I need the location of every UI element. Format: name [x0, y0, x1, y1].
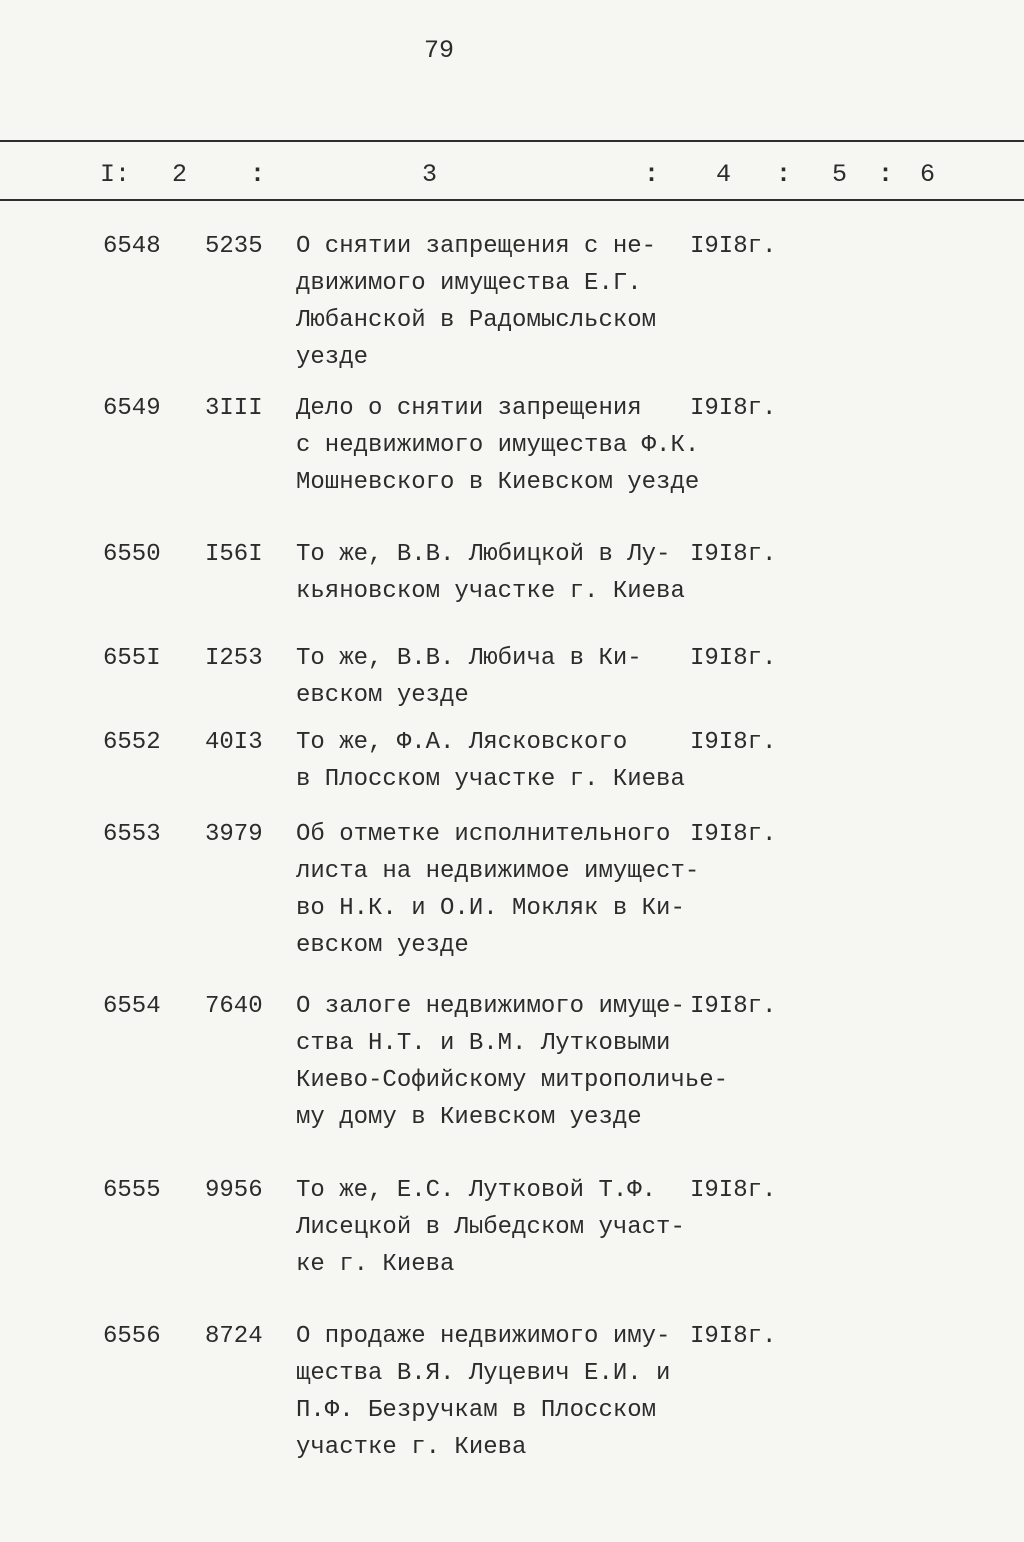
- record-description: [296, 536, 716, 610]
- description-line: евском уезде: [296, 682, 469, 709]
- record-description: [296, 390, 716, 501]
- description-line: О залоге недвижимого имуще-: [296, 993, 685, 1020]
- record-number: 6548: [103, 233, 161, 260]
- column-separator: :: [250, 160, 266, 189]
- column-header-6: 6: [920, 160, 936, 189]
- record-number: 6554: [103, 993, 161, 1020]
- description-line: участке г. Киева: [296, 1434, 527, 1461]
- record-description: [296, 1172, 716, 1283]
- description-line: То же, В.В. Любича в Ки-: [296, 645, 642, 672]
- column-header-row: [0, 160, 1024, 194]
- description-line: кьяновском участке г. Киева: [296, 578, 685, 605]
- old-number: 3III: [205, 395, 263, 422]
- column-header-1: I:: [100, 160, 131, 189]
- description-line: движимого имущества Е.Г.: [296, 270, 642, 297]
- record-date: I9I8г.: [690, 1177, 777, 1204]
- old-number: 3979: [205, 821, 263, 848]
- record-number: 655I: [103, 645, 161, 672]
- record-date: I9I8г.: [690, 645, 777, 672]
- page-number: 79: [424, 36, 455, 65]
- record-description: [296, 724, 716, 798]
- description-line: щества В.Я. Луцевич Е.И. и: [296, 1360, 671, 1387]
- column-header-3: 3: [422, 160, 438, 189]
- old-number: I253: [205, 645, 263, 672]
- description-line: О снятии запрещения с не-: [296, 233, 657, 260]
- description-line: Киево-Софийскому митрополичье-: [296, 1067, 729, 1094]
- record-date: I9I8г.: [690, 395, 777, 422]
- record-number: 6550: [103, 541, 161, 568]
- record-number: 6556: [103, 1323, 161, 1350]
- record-date: I9I8г.: [690, 729, 777, 756]
- description-line: О продаже недвижимого иму-: [296, 1323, 671, 1350]
- column-header-2: 2: [172, 160, 188, 189]
- old-number: 5235: [205, 233, 263, 260]
- description-line: Об отметке исполнительного: [296, 821, 671, 848]
- description-line: му дому в Киевском уезде: [296, 1104, 642, 1131]
- record-description: [296, 1318, 716, 1466]
- record-date: I9I8г.: [690, 233, 777, 260]
- record-description: [296, 988, 729, 1136]
- column-separator: :: [878, 160, 894, 189]
- description-line: Любанской в Радомысльском: [296, 307, 657, 334]
- column-header-5: 5: [832, 160, 848, 189]
- description-line: То же, В.В. Любицкой в Лу-: [296, 541, 671, 568]
- description-line: То же, Е.С. Лутковой Т.Ф.: [296, 1177, 657, 1204]
- description-line: с недвижимого имущества Ф.К.: [296, 432, 700, 459]
- column-separator: :: [644, 160, 660, 189]
- old-number: I56I: [205, 541, 263, 568]
- old-number: 8724: [205, 1323, 263, 1350]
- description-line: листа на недвижимое имущест-: [296, 858, 700, 885]
- old-number: 9956: [205, 1177, 263, 1204]
- record-date: I9I8г.: [690, 821, 777, 848]
- record-number: 6555: [103, 1177, 161, 1204]
- old-number: 40I3: [205, 729, 263, 756]
- record-description: [296, 816, 716, 964]
- description-line: П.Ф. Безручкам в Плосском: [296, 1397, 657, 1424]
- description-line: ке г. Киева: [296, 1251, 455, 1278]
- description-line: уезде: [296, 344, 369, 371]
- description-line: в Плосском участке г. Киева: [296, 766, 685, 793]
- record-date: I9I8г.: [690, 993, 777, 1020]
- description-line: То же, Ф.А. Лясковского: [296, 729, 628, 756]
- description-line: во Н.К. и О.И. Мокляк в Ки-: [296, 895, 685, 922]
- record-number: 6553: [103, 821, 161, 848]
- record-date: I9I8г.: [690, 541, 777, 568]
- header-top-rule: [0, 140, 1024, 142]
- record-number: 6552: [103, 729, 161, 756]
- record-description: [296, 640, 716, 714]
- description-line: евском уезде: [296, 932, 469, 959]
- description-line: Дело о снятии запрещения: [296, 395, 642, 422]
- description-line: Мошневского в Киевском уезде: [296, 469, 700, 496]
- description-line: ства Н.Т. и В.М. Лутковыми: [296, 1030, 671, 1057]
- column-separator: :: [776, 160, 792, 189]
- record-number: 6549: [103, 395, 161, 422]
- record-description: [296, 228, 716, 376]
- header-bottom-rule: [0, 199, 1024, 201]
- column-header-4: 4: [716, 160, 732, 189]
- old-number: 7640: [205, 993, 263, 1020]
- record-date: I9I8г.: [690, 1323, 777, 1350]
- description-line: Лисецкой в Лыбедском участ-: [296, 1214, 685, 1241]
